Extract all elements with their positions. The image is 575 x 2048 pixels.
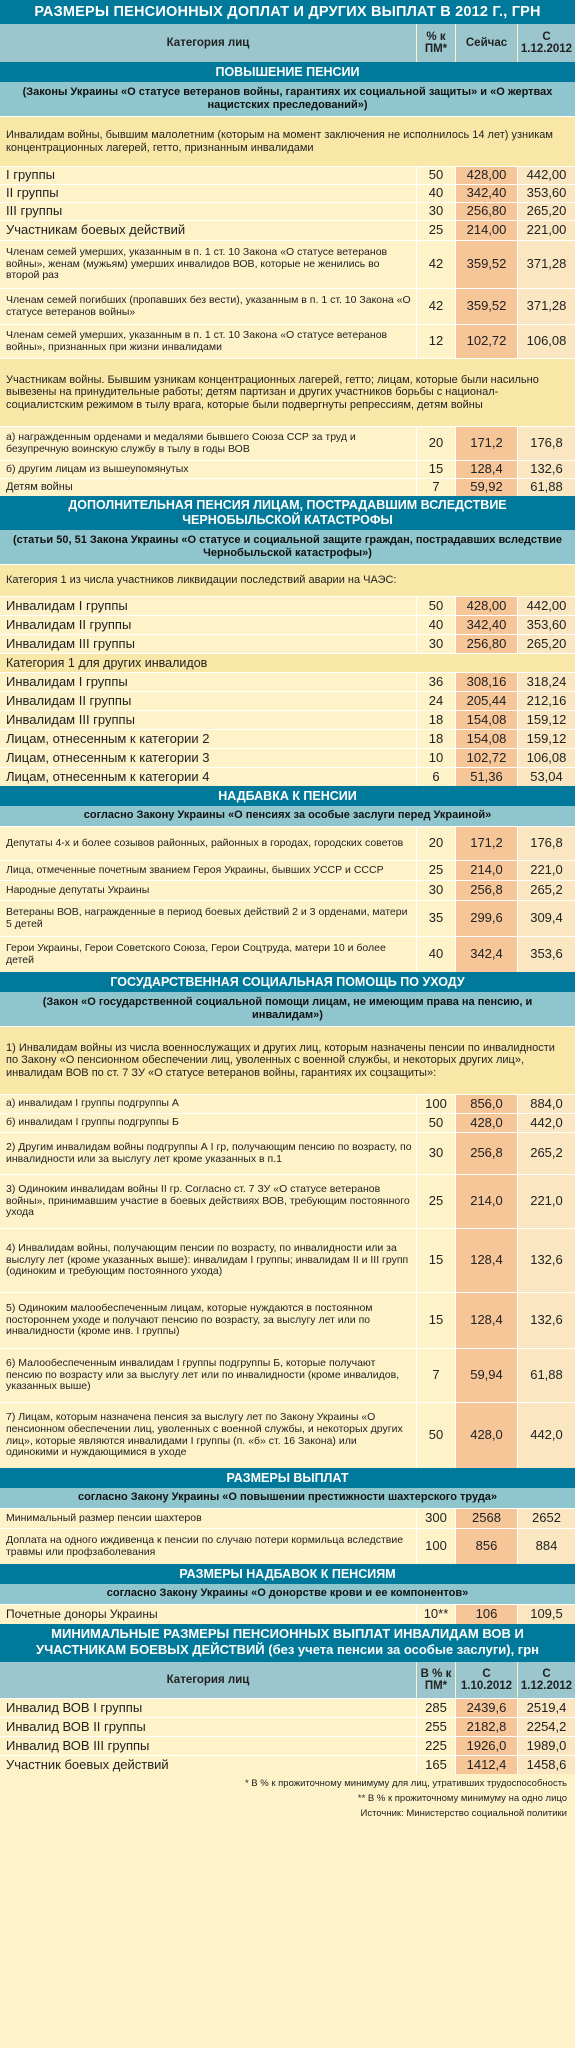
- header-now: С 1.10.2012: [455, 1662, 517, 1698]
- row-pct: 25: [416, 861, 455, 880]
- row-label: Лицам, отнесенным к категории 2: [6, 730, 210, 746]
- row-pct: 10**: [416, 1605, 455, 1624]
- row-label: Лица, отмеченные почетным званием Героя Украины, бывших УССР и СССР: [6, 863, 384, 876]
- row-next: 176,8: [517, 827, 575, 860]
- row-now: 59,92: [455, 479, 517, 496]
- table-row: [0, 1736, 575, 1755]
- row-now: 59,94: [455, 1349, 517, 1402]
- row-next: 265,2: [517, 881, 575, 900]
- section-law: согласно Закону Украины «О пенсиях за особые заслуги перед Украиной»: [0, 806, 575, 826]
- row-next: 106,08: [517, 749, 575, 767]
- table-row: [0, 900, 575, 936]
- row-pct: 42: [416, 241, 455, 288]
- row-now: 308,16: [455, 673, 517, 691]
- row-now: 428,0: [455, 1403, 517, 1468]
- row-now: 342,4: [455, 937, 517, 972]
- row-now: 256,80: [455, 635, 517, 653]
- row-pct: 50: [416, 1114, 455, 1132]
- row-label: II группы: [6, 185, 59, 201]
- table-row: [0, 691, 575, 710]
- header-category: Категория лиц: [166, 1673, 250, 1686]
- row-label: Инвалидам III группы: [6, 635, 135, 651]
- row-pct: 42: [416, 289, 455, 324]
- row-pct: 15: [416, 1229, 455, 1292]
- table-row: [0, 1292, 575, 1348]
- table-row: [0, 710, 575, 729]
- row-next: 318,24: [517, 673, 575, 691]
- category-heading: Категория 1 для других инвалидов: [0, 653, 575, 672]
- table-row: [0, 1228, 575, 1292]
- row-label: Доплата на одного иждивенца к пенсии по случаю потери кормильца вследствие травмы или профзаболевания: [6, 1533, 404, 1558]
- row-label: Детям войны: [6, 481, 73, 494]
- row-pct: 10: [416, 749, 455, 767]
- row-label: Инвалидам II группы: [6, 692, 132, 708]
- section-title: [0, 496, 575, 530]
- table-row: [0, 166, 575, 184]
- table-header: [0, 24, 575, 62]
- row-next: 132,6: [517, 461, 575, 478]
- section-title: ГОСУДАРСТВЕННАЯ СОЦИАЛЬНАЯ ПОМОЩЬ ПО УХОДУ: [0, 972, 575, 992]
- row-now: 51,36: [455, 768, 517, 786]
- source-note: Источник: Министерство социальной политики: [360, 1808, 567, 1819]
- row-next: 442,00: [517, 167, 575, 184]
- row-label: Инвалидам II группы: [6, 616, 132, 632]
- table-row: [0, 460, 575, 478]
- table-row: [0, 748, 575, 767]
- row-next: 442,0: [517, 1403, 575, 1468]
- row-next: 176,8: [517, 427, 575, 460]
- section-title-line: ДОПОЛНИТЕЛЬНАЯ ПЕНСИЯ ЛИЦАМ, ПОСТРАДАВШИМ ВСЛЕДСТВИЕ: [68, 498, 507, 512]
- row-now: 128,4: [455, 461, 517, 478]
- row-next: 61,88: [517, 479, 575, 496]
- table-row: [0, 826, 575, 860]
- row-label: б) инвалидам I группы подгруппы Б: [6, 1116, 179, 1129]
- section-title-line: ЧЕРНОБЫЛЬСКОЙ КАТАСТРОФЫ: [182, 513, 393, 527]
- row-label: Участник боевых действий: [6, 1756, 169, 1772]
- row-label: Членам семей погибших (пропавших без вести), указанным в п. 1 ст. 10 Закона «О статусе ветеранов войны»: [6, 293, 411, 318]
- row-pct: 25: [416, 221, 455, 240]
- row-next: 353,60: [517, 185, 575, 202]
- row-next: 265,20: [517, 203, 575, 220]
- row-pct: 15: [416, 461, 455, 478]
- row-next: 353,60: [517, 616, 575, 634]
- table-row: [0, 1174, 575, 1228]
- row-pct: 20: [416, 827, 455, 860]
- row-pct: 100: [416, 1529, 455, 1564]
- row-now: 256,8: [455, 1133, 517, 1174]
- row-pct: 30: [416, 881, 455, 900]
- row-now: 214,0: [455, 861, 517, 880]
- row-next: 221,0: [517, 1175, 575, 1228]
- table-row: [0, 288, 575, 324]
- row-now: 1412,4: [455, 1756, 517, 1774]
- row-label: Лицам, отнесенным к категории 4: [6, 768, 210, 784]
- row-next: 309,4: [517, 901, 575, 936]
- row-next: 265,2: [517, 1133, 575, 1174]
- row-now: 1926,0: [455, 1737, 517, 1755]
- row-pct: 300: [416, 1509, 455, 1528]
- row-label: б) другим лицам из вышеупомянутых: [6, 462, 189, 475]
- table-row: [0, 426, 575, 460]
- footnote: * В % к прожиточному минимуму для лиц, утративших трудоспособность: [244, 1778, 567, 1789]
- row-next: 159,12: [517, 730, 575, 748]
- category-heading: Категория 1 из числа участников ликвидации последствий аварии на ЧАЭС:: [0, 564, 575, 596]
- row-label: Депутаты 4-х и более созывов районных, районных в городах, городских советов: [6, 836, 404, 849]
- row-next: 2519,4: [517, 1699, 575, 1717]
- row-pct: 30: [416, 203, 455, 220]
- table-row: [0, 596, 575, 615]
- row-label: Герои Украины, Герои Советского Союза, Герои Соцтруда, матери 10 и более детей: [6, 941, 386, 966]
- row-pct: 225: [416, 1737, 455, 1755]
- row-now: 106: [455, 1605, 517, 1624]
- table-row: [0, 1348, 575, 1402]
- category-heading: Инвалидам войны, бывшим малолетним (которым на момент заключения не исполнилось 14 лет) узникам концентрационных лагерей, гетто, признанным инвалидами: [0, 116, 575, 166]
- table-row: [0, 184, 575, 202]
- row-label: III группы: [6, 203, 63, 219]
- table-row: [0, 1717, 575, 1736]
- row-now: 154,08: [455, 730, 517, 748]
- table-row: [0, 220, 575, 240]
- row-label: 7) Лицам, которым назначена пенсия за выслугу лет по Закону Украины «О пенсионном обеспечении лиц, уволенных с военной службы, и некоторых других лиц», которые являются инвалидами I группы (п. «б» ст. 16 Закона) или одинокими и нуждающимися в уходе: [6, 1410, 403, 1459]
- row-pct: 30: [416, 635, 455, 653]
- row-next: 109,5: [517, 1605, 575, 1624]
- row-now: 856,0: [455, 1095, 517, 1113]
- row-pct: 7: [416, 479, 455, 496]
- row-label: а) инвалидам I группы подгруппы А: [6, 1097, 179, 1110]
- table-row: [0, 767, 575, 786]
- table-row: [0, 1698, 575, 1717]
- row-pct: 24: [416, 692, 455, 710]
- row-now: 428,0: [455, 1114, 517, 1132]
- row-next: 61,88: [517, 1349, 575, 1402]
- header-pct: % к ПМ*: [416, 24, 455, 62]
- footnote: ** В % к прожиточному минимуму на одно лицо: [357, 1793, 567, 1804]
- row-label: 4) Инвалидам войны, получающим пенсии по возрасту, по инвалидности или за выслугу лет (кроме указанных выше): инвалидам I группы; инвалидам II и III групп (одиноким и требующим постоянного ухода): [6, 1241, 409, 1278]
- row-pct: 100: [416, 1095, 455, 1113]
- row-label: Инвалид ВОВ I группы: [6, 1699, 143, 1715]
- row-label: 5) Одиноким малообеспеченным лицам, которые нуждаются в постоянном постороннем уходе и получают пенсию по возрасту, за выслугу лет или по инвалидности (кроме инв. I группы): [6, 1301, 373, 1338]
- section-law: (статьи 50, 51 Закона Украины «О статусе и социальной защите граждан, пострадавших вследствие Чернобыльской катастрофы»): [0, 530, 575, 564]
- row-pct: 50: [416, 597, 455, 615]
- section-title: РАЗМЕРЫ НАДБАВОК К ПЕНСИЯМ: [0, 1564, 575, 1584]
- section-law: (Закон «О государственной социальной помощи лицам, не имеющим права на пенсию, и инвалидам»): [0, 992, 575, 1026]
- row-label: Членам семей умерших, указанным в п. 1 ст. 10 Закона «О статусе ветеранов войны», признанных при жизни инвалидами: [6, 328, 388, 353]
- row-next: 884: [517, 1529, 575, 1564]
- row-pct: 7: [416, 1349, 455, 1402]
- row-now: 128,4: [455, 1293, 517, 1348]
- row-pct: 50: [416, 1403, 455, 1468]
- table-row: [0, 1094, 575, 1113]
- row-label: Инвалидам I группы: [6, 597, 128, 613]
- row-now: 128,4: [455, 1229, 517, 1292]
- row-now: 359,52: [455, 289, 517, 324]
- row-next: 212,16: [517, 692, 575, 710]
- row-now: 256,8: [455, 881, 517, 900]
- header-category: Категория лиц: [166, 36, 250, 49]
- row-next: 2652: [517, 1509, 575, 1528]
- table-row: [0, 860, 575, 880]
- row-label: Минимальный размер пенсии шахтеров: [6, 1511, 202, 1524]
- row-next: 1989,0: [517, 1737, 575, 1755]
- row-now: 171,2: [455, 827, 517, 860]
- row-label: Инвалидам III группы: [6, 711, 135, 727]
- row-pct: 25: [416, 1175, 455, 1228]
- table-row: [0, 672, 575, 691]
- row-label: Почетные доноры Украины: [6, 1606, 158, 1621]
- row-now: 214,00: [455, 221, 517, 240]
- row-label: Лицам, отнесенным к категории 3: [6, 749, 210, 765]
- row-now: 154,08: [455, 711, 517, 729]
- row-pct: 20: [416, 427, 455, 460]
- row-now: 428,00: [455, 597, 517, 615]
- row-label: Участникам боевых действий: [6, 222, 186, 238]
- row-now: 299,6: [455, 901, 517, 936]
- row-next: 53,04: [517, 768, 575, 786]
- row-next: 353,6: [517, 937, 575, 972]
- row-next: 221,00: [517, 221, 575, 240]
- row-next: 1458,6: [517, 1756, 575, 1774]
- row-pct: 15: [416, 1293, 455, 1348]
- row-next: 265,20: [517, 635, 575, 653]
- row-now: 2568: [455, 1509, 517, 1528]
- table-row: [0, 1132, 575, 1174]
- table-row: [0, 202, 575, 220]
- table-row: [0, 1113, 575, 1132]
- section-title-line: МИНИМАЛЬНЫЕ РАЗМЕРЫ ПЕНСИОННЫХ ВЫПЛАТ ИНВАЛИДАМ ВОВ И: [51, 1626, 524, 1641]
- section-law: согласно Закону Украины «О повышении престижности шахтерского труда»: [0, 1488, 575, 1508]
- table-row: [0, 478, 575, 496]
- table-row: [0, 240, 575, 288]
- table-header: [0, 1662, 575, 1698]
- row-pct: 50: [416, 167, 455, 184]
- row-label: Ветераны ВОВ, награжденные в период боевых действий 2 и 3 орденами, матери 5 детей: [6, 905, 408, 930]
- row-now: 171,2: [455, 427, 517, 460]
- row-label: Инвалидам I группы: [6, 673, 128, 689]
- table-row: [0, 324, 575, 358]
- row-now: 342,40: [455, 616, 517, 634]
- row-label: 2) Другим инвалидам войны подгруппы А I гр, получающим пенсию по возрасту, по инвалидности или за выслугу лет кроме указанных в п.1: [6, 1140, 412, 1165]
- row-label: Членам семей умерших, указанным в п. 1 ст. 10 Закона «О статусе ветеранов войны», женам (мужьям) умерших инвалидов ВОВ, которые не женились во второй раз: [6, 245, 388, 282]
- table-row: [0, 634, 575, 653]
- table-row: [0, 1604, 575, 1624]
- table-row: [0, 1508, 575, 1528]
- row-next: 371,28: [517, 241, 575, 288]
- row-label: а) награжденным орденами и медалями бывшего Союза ССР за труд и безупречную воинскую службу в тылу в годы ВОВ: [6, 430, 356, 455]
- table-row: [0, 936, 575, 972]
- row-now: 428,00: [455, 167, 517, 184]
- row-label: 3) Одиноким инвалидам войны II гр. Согласно ст. 7 ЗУ «О статусе ветеранов войны», принимавшим участие в боевых действиях ВОВ, требующим постоянного ухода: [6, 1182, 410, 1219]
- row-now: 205,44: [455, 692, 517, 710]
- row-pct: 40: [416, 185, 455, 202]
- section-title-line: УЧАСТНИКАМ БОЕВЫХ ДЕЙСТВИЙ (без учета пенсии за особые заслуги), грн: [35, 1642, 540, 1657]
- row-next: 884,0: [517, 1095, 575, 1113]
- row-now: 2182,8: [455, 1718, 517, 1736]
- row-next: 2254,2: [517, 1718, 575, 1736]
- header-now: Сейчас: [455, 24, 517, 62]
- row-next: 442,00: [517, 597, 575, 615]
- section-title: НАДБАВКА К ПЕНСИИ: [0, 786, 575, 806]
- row-next: 442,0: [517, 1114, 575, 1132]
- header-next: С 1.12.2012: [517, 24, 575, 62]
- row-now: 102,72: [455, 325, 517, 358]
- row-next: 221,0: [517, 861, 575, 880]
- row-pct: 35: [416, 901, 455, 936]
- row-pct: 12: [416, 325, 455, 358]
- table-row: [0, 1755, 575, 1774]
- row-pct: 40: [416, 616, 455, 634]
- section-law: согласно Закону Украины «О донорстве крови и ее компонентов»: [0, 1584, 575, 1604]
- category-heading: 1) Инвалидам войны из числа военнослужащих и других лиц, которым назначены пенсии по инвалидности по Закону «О пенсионном обеспечении лиц, уволенных с военной службы, и некоторых других лиц», инвалидам ВОВ по ст. 7 ЗУ «О статусе ветеранов войны, гарантиях их соцзащиты»:: [0, 1026, 575, 1094]
- category-heading: Участникам войны. Бывшим узникам концентрационных лагерей, гетто; лицам, которые были насильно вывезены на принудительные работы; детям партизан и других участников борьбы с национал-социалистским режимом в тылу врага, которые были подвергнуты репрессиям, детям войны: [0, 358, 575, 426]
- table-row: [0, 729, 575, 748]
- row-next: 159,12: [517, 711, 575, 729]
- row-next: 132,6: [517, 1293, 575, 1348]
- row-now: 214,0: [455, 1175, 517, 1228]
- row-now: 856: [455, 1529, 517, 1564]
- row-now: 256,80: [455, 203, 517, 220]
- row-now: 102,72: [455, 749, 517, 767]
- row-pct: 285: [416, 1699, 455, 1717]
- row-now: 342,40: [455, 185, 517, 202]
- row-now: 2439,6: [455, 1699, 517, 1717]
- row-pct: 18: [416, 711, 455, 729]
- section-title: [0, 1624, 575, 1662]
- row-next: 371,28: [517, 289, 575, 324]
- row-pct: 36: [416, 673, 455, 691]
- row-label: Народные депутаты Украины: [6, 883, 150, 896]
- row-label: I группы: [6, 167, 55, 183]
- row-next: 132,6: [517, 1229, 575, 1292]
- table-row: [0, 615, 575, 634]
- row-pct: 165: [416, 1756, 455, 1774]
- row-pct: 40: [416, 937, 455, 972]
- table-row: [0, 880, 575, 900]
- row-pct: 255: [416, 1718, 455, 1736]
- row-pct: 30: [416, 1133, 455, 1174]
- row-pct: 18: [416, 730, 455, 748]
- row-label: Инвалид ВОВ II группы: [6, 1718, 146, 1734]
- section-title: ПОВЫШЕНИЕ ПЕНСИИ: [0, 62, 575, 82]
- row-now: 359,52: [455, 241, 517, 288]
- row-label: 6) Малообеспеченным инвалидам I группы подгруппы Б, которые получают пенсию по возрасту или за выслугу лет или по инвалидности (кроме инвалидов, указанных выше): [6, 1356, 400, 1393]
- table-row: [0, 1528, 575, 1564]
- row-label: Инвалид ВОВ III группы: [6, 1737, 150, 1753]
- footnotes: [0, 1774, 575, 1821]
- row-next: 106,08: [517, 325, 575, 358]
- row-pct: 6: [416, 768, 455, 786]
- section-law: (Законы Украины «О статусе ветеранов войны, гарантиях их социальной защиты» и «О жертвах нацистских преследований»): [0, 82, 575, 116]
- header-pct: В % к ПМ*: [416, 1662, 455, 1698]
- page-title: РАЗМЕРЫ ПЕНСИОННЫХ ДОПЛАТ И ДРУГИХ ВЫПЛАТ В 2012 Г., ГРН: [0, 0, 575, 24]
- section-title: РАЗМЕРЫ ВЫПЛАТ: [0, 1468, 575, 1488]
- header-next: С 1.12.2012: [517, 1662, 575, 1698]
- table-row: [0, 1402, 575, 1468]
